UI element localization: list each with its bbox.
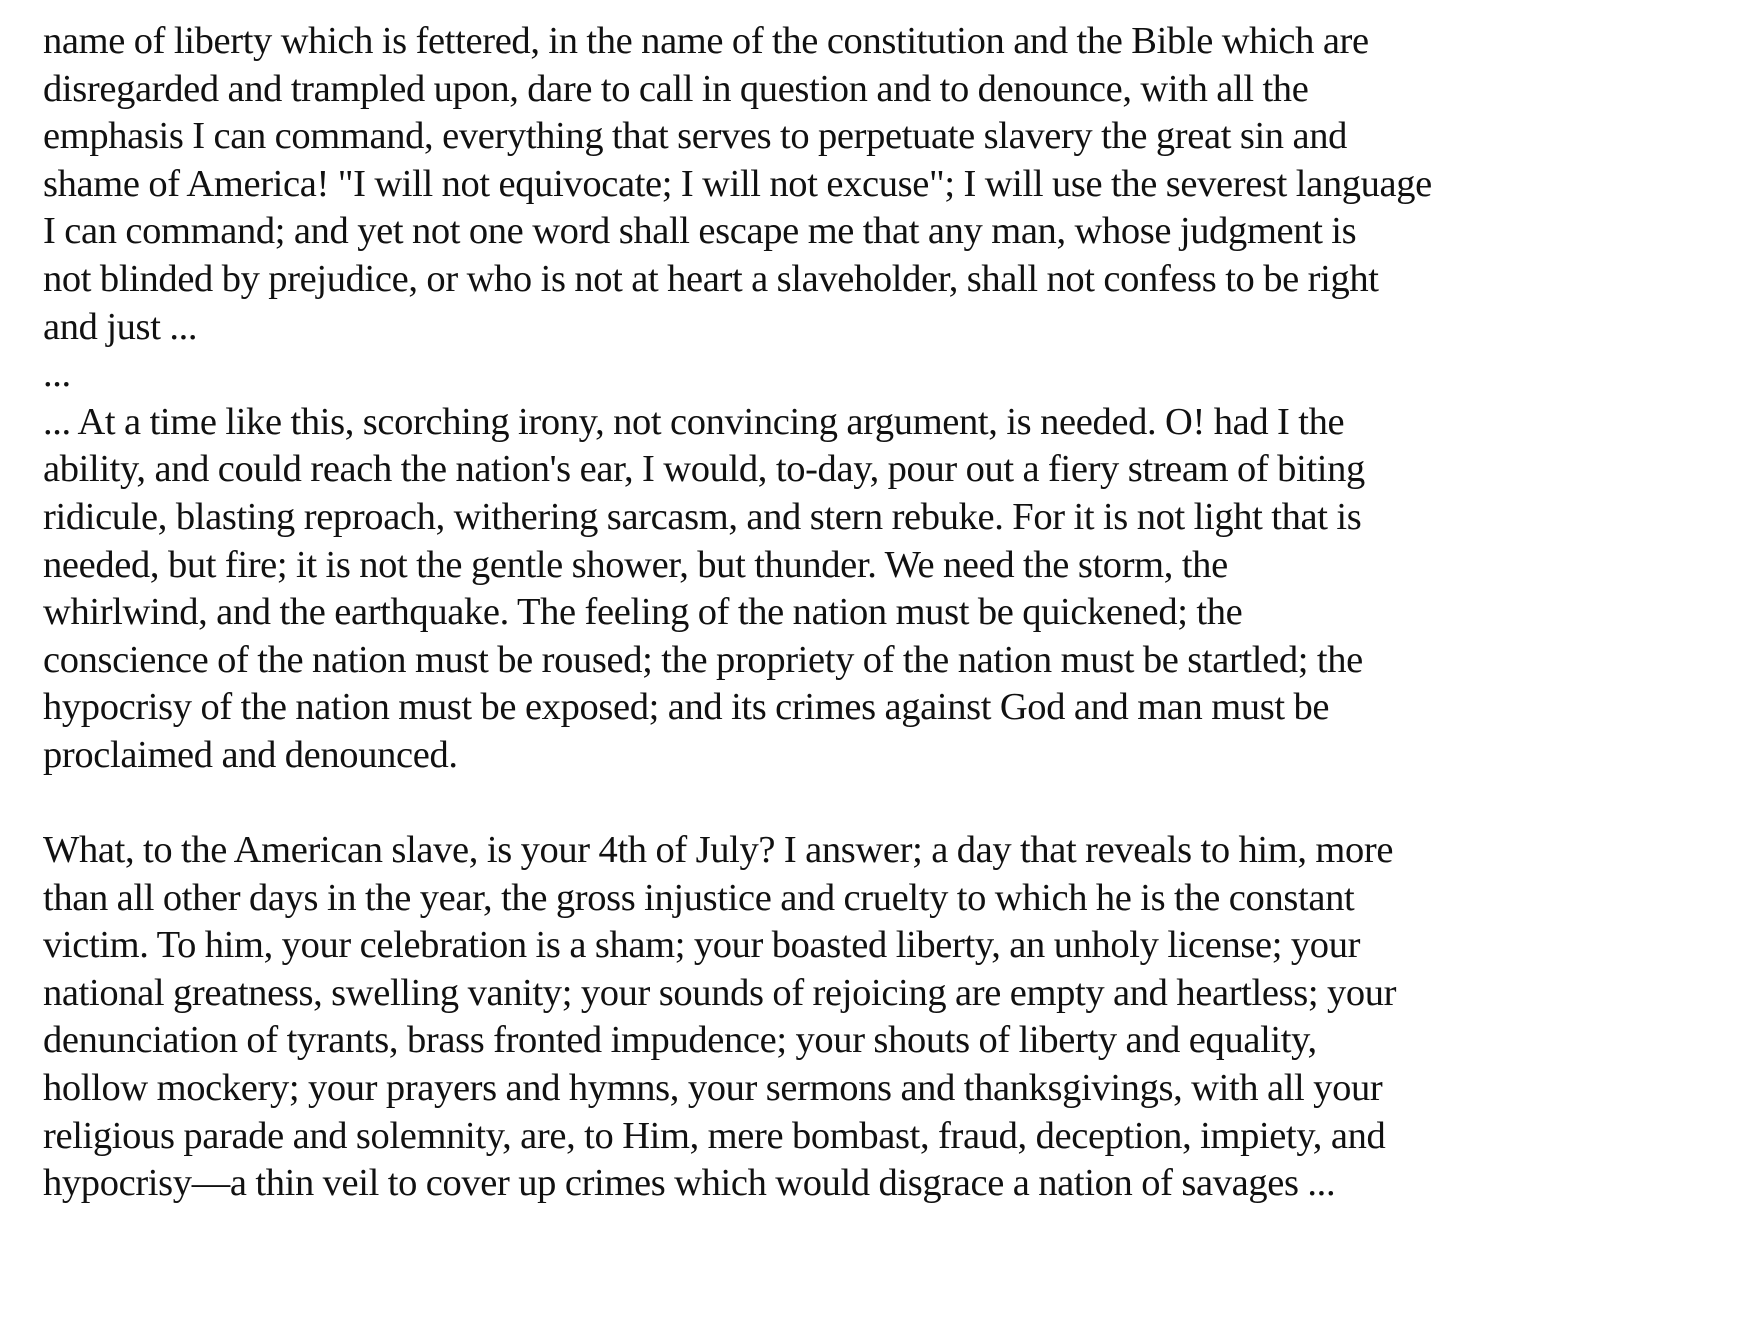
text-line: national greatness, swelling vanity; your sounds of rejoicing are empty and heartless; your xyxy=(43,971,1397,1014)
paragraph-scorching-irony xyxy=(43,399,1739,780)
text-line: ... xyxy=(43,353,71,396)
text-line: hollow mockery; your prayers and hymns, your sermons and thanksgivings, with all your xyxy=(43,1067,1383,1110)
text-line: denunciation of tyrants, brass fronted impudence; your shouts of liberty and equality, xyxy=(43,1019,1317,1062)
text-line: not blinded by prejudice, or who is not at heart a slaveholder, shall not confess to be right xyxy=(43,257,1379,300)
text-line: ... At a time like this, scorching irony, not convincing argument, is needed. O! had I the xyxy=(43,400,1345,443)
text-line: What, to the American slave, is your 4th of July? I answer; a day that reveals to him, more xyxy=(43,829,1394,872)
paragraph-fourth-of-july xyxy=(43,827,1739,1208)
text-line: emphasis I can command, everything that serves to perpetuate slavery the great sin and xyxy=(43,115,1348,158)
text-line: I can command; and yet not one word shall escape me that any man, whose judgment is xyxy=(43,210,1357,253)
text-line: conscience of the nation must be roused; the propriety of the nation must be startled; the xyxy=(43,638,1363,681)
text-line: name of liberty which is fettered, in the name of the constitution and the Bible which are xyxy=(43,20,1369,62)
text-line: shame of America! "I will not equivocate; I will not excuse"; I will use the severest language xyxy=(43,162,1432,205)
paragraph-liberty xyxy=(43,18,1739,351)
text-line: whirlwind, and the earthquake. The feeling of the nation must be quickened; the xyxy=(43,591,1243,634)
text-line: and just ... xyxy=(43,305,198,348)
text-line: hypocrisy of the nation must be exposed; and its crimes against God and man must be xyxy=(43,686,1330,729)
text-line: than all other days in the year, the gross injustice and cruelty to which he is the constant xyxy=(43,876,1355,919)
text-line: religious parade and solemnity, are, to Him, mere bombast, fraud, deception, impiety, and xyxy=(43,1114,1386,1157)
text-line: proclaimed and denounced. xyxy=(43,733,458,776)
text-line: disregarded and trampled upon, dare to call in question and to denounce, with all the xyxy=(43,67,1309,110)
text-line: needed, but fire; it is not the gentle shower, but thunder. We need the storm, the xyxy=(43,543,1228,586)
ellipsis-separator xyxy=(43,351,1739,399)
paragraph-spacer xyxy=(43,780,1739,828)
text-line: victim. To him, your celebration is a sham; your boasted liberty, an unholy license; your xyxy=(43,924,1361,967)
text-line: ridicule, blasting reproach, withering sarcasm, and stern rebuke. For it is not light that is xyxy=(43,495,1362,538)
text-line: ability, and could reach the nation's ear, I would, to-day, pour out a fiery stream of biting xyxy=(43,448,1365,491)
document-body xyxy=(43,18,1739,1208)
text-line: hypocrisy—a thin veil to cover up crimes which would disgrace a nation of savages ... xyxy=(43,1162,1336,1205)
